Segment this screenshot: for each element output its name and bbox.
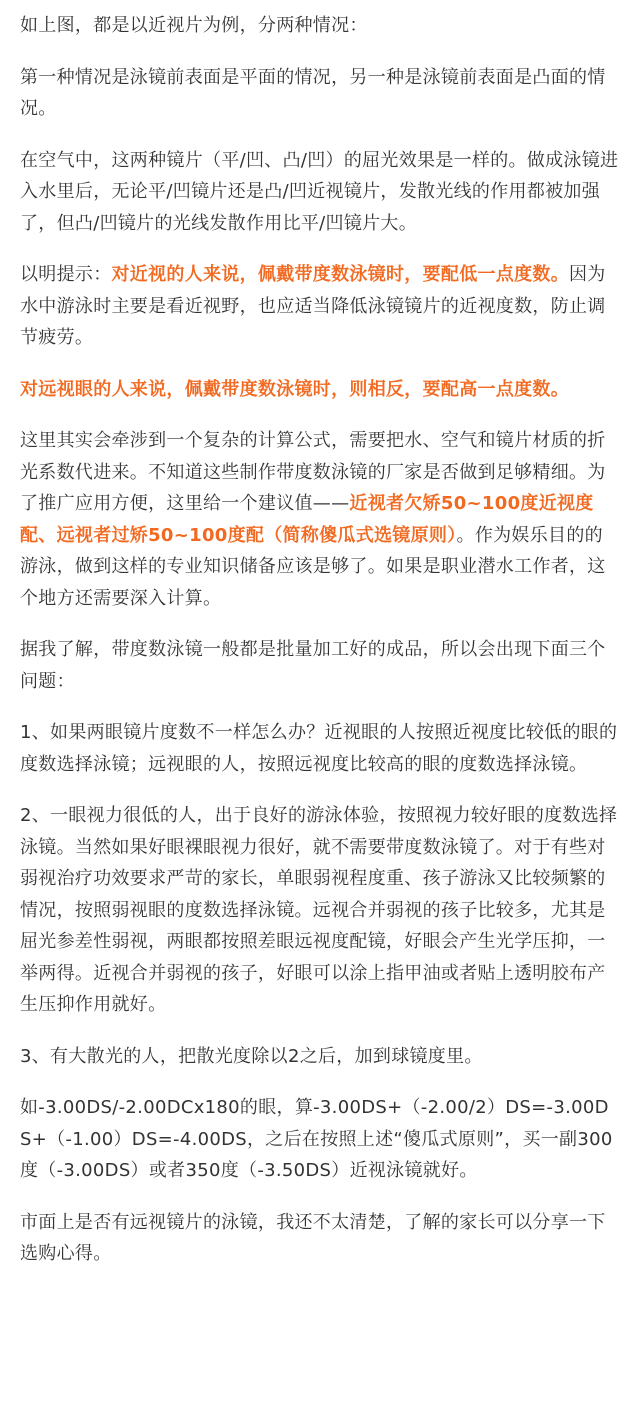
paragraph-intro <box>20 10 620 42</box>
body-text: 因为水中游泳时主要是看近视野，也应适当降低泳镜镜片的近视度数，防止调节疲劳。 <box>20 264 606 348</box>
body-text: 1、如果两眼镜片度数不一样怎么办？近视眼的人按照近视度比较低的眼的度数选择泳镜；远视眼的人，按照远视度比较高的眼的度数选择泳镜。 <box>20 722 618 775</box>
body-text: 3、有大散光的人，把散光度除以2之后，加到球镜度里。 <box>20 1045 483 1067</box>
paragraph-problem-1 <box>20 717 620 780</box>
paragraph-problem-3 <box>20 1041 620 1073</box>
paragraph-tip <box>20 259 620 354</box>
body-text: 在空气中，这两种镜片（平/凹、凸/凹）的屈光效果是一样的。做成泳镜进入水里后，无论平/凹镜片还是凸/凹近视镜片，发散光线的作用都被加强了，但凸/凹镜片的光线发散作用比平/凹镜片大。 <box>20 149 619 234</box>
paragraph-problem-2 <box>20 800 620 1021</box>
paragraph-closing <box>20 1207 620 1270</box>
paragraph-problems-intro <box>20 634 620 697</box>
paragraph-example <box>20 1092 620 1187</box>
body-text: 2、一眼视力很低的人，出于良好的游泳体验，按照视力较好眼的度数选择泳镜。当然如果好眼裸眼视力很好，就不需要带度数泳镜了。对于有些对弱视治疗功效要求严苛的家长，单眼弱视程度重、孩子游泳又比较频繁的情况，按照弱视眼的度数选择泳镜。远视合并弱视的孩子比较多，尤其是屈光参差性弱视，两眼都按照差眼远视度配镜，好眼会产生光学压抑，一举两得。近视合并弱视的孩子，好眼可以涂上指甲油或者贴上透明胶布产生压抑作用就好。 <box>20 805 618 1015</box>
body-text: 如上图，都是以近视片为例，分两种情况： <box>20 15 368 36</box>
paragraph-hyperopia <box>20 374 620 406</box>
body-text: 这里其实会牵涉到一个复杂的计算公式，需要把水、空气和镜片材质的折光系数代进来。不知道这些制作带度数泳镜的厂家是否做到足够精细。为了推广应用方便，这里给一个建议值—— <box>20 430 606 514</box>
paragraph-two-cases <box>20 62 620 125</box>
body-text: 第一种情况是泳镜前表面是平面的情况，另一种是泳镜前表面是凸面的情况。 <box>20 66 606 119</box>
body-text: 。作为娱乐目的的游泳，做到这样的专业知识储备应该是够了。如果是职业潜水工作者，这个地方还需要深入计算。 <box>20 524 606 609</box>
highlighted-text: 近视者欠矫50~100度近视度配、远视者过矫50~100度配（简称傻瓜式选镜原则） <box>20 493 594 546</box>
paragraph-refraction <box>20 145 620 240</box>
highlighted-text: 对近视的人来说，佩戴带度数泳镜时，要配低一点度数。 <box>111 264 569 285</box>
body-text: 以明提示： <box>20 264 112 285</box>
body-text: 如-3.00DS/-2.00DCx180的眼，算-3.00DS+（-2.00/2）DS=-3.00DS+（-1.00）DS=-4.00DS，之后在按照上述“傻瓜式原则”，买一副300度（-3.00DS）或者350度（-3.50DS）近视泳镜就好。 <box>20 1097 613 1181</box>
body-text: 市面上是否有远视镜片的泳镜，我还不太清楚，了解的家长可以分享一下选购心得。 <box>20 1211 606 1264</box>
body-text: 据我了解，带度数泳镜一般都是批量加工好的成品，所以会出现下面三个问题： <box>20 639 606 692</box>
highlighted-text: 对远视眼的人来说，佩戴带度数泳镜时，则相反，要配高一点度数。 <box>20 378 569 400</box>
paragraph-formula <box>20 425 620 614</box>
